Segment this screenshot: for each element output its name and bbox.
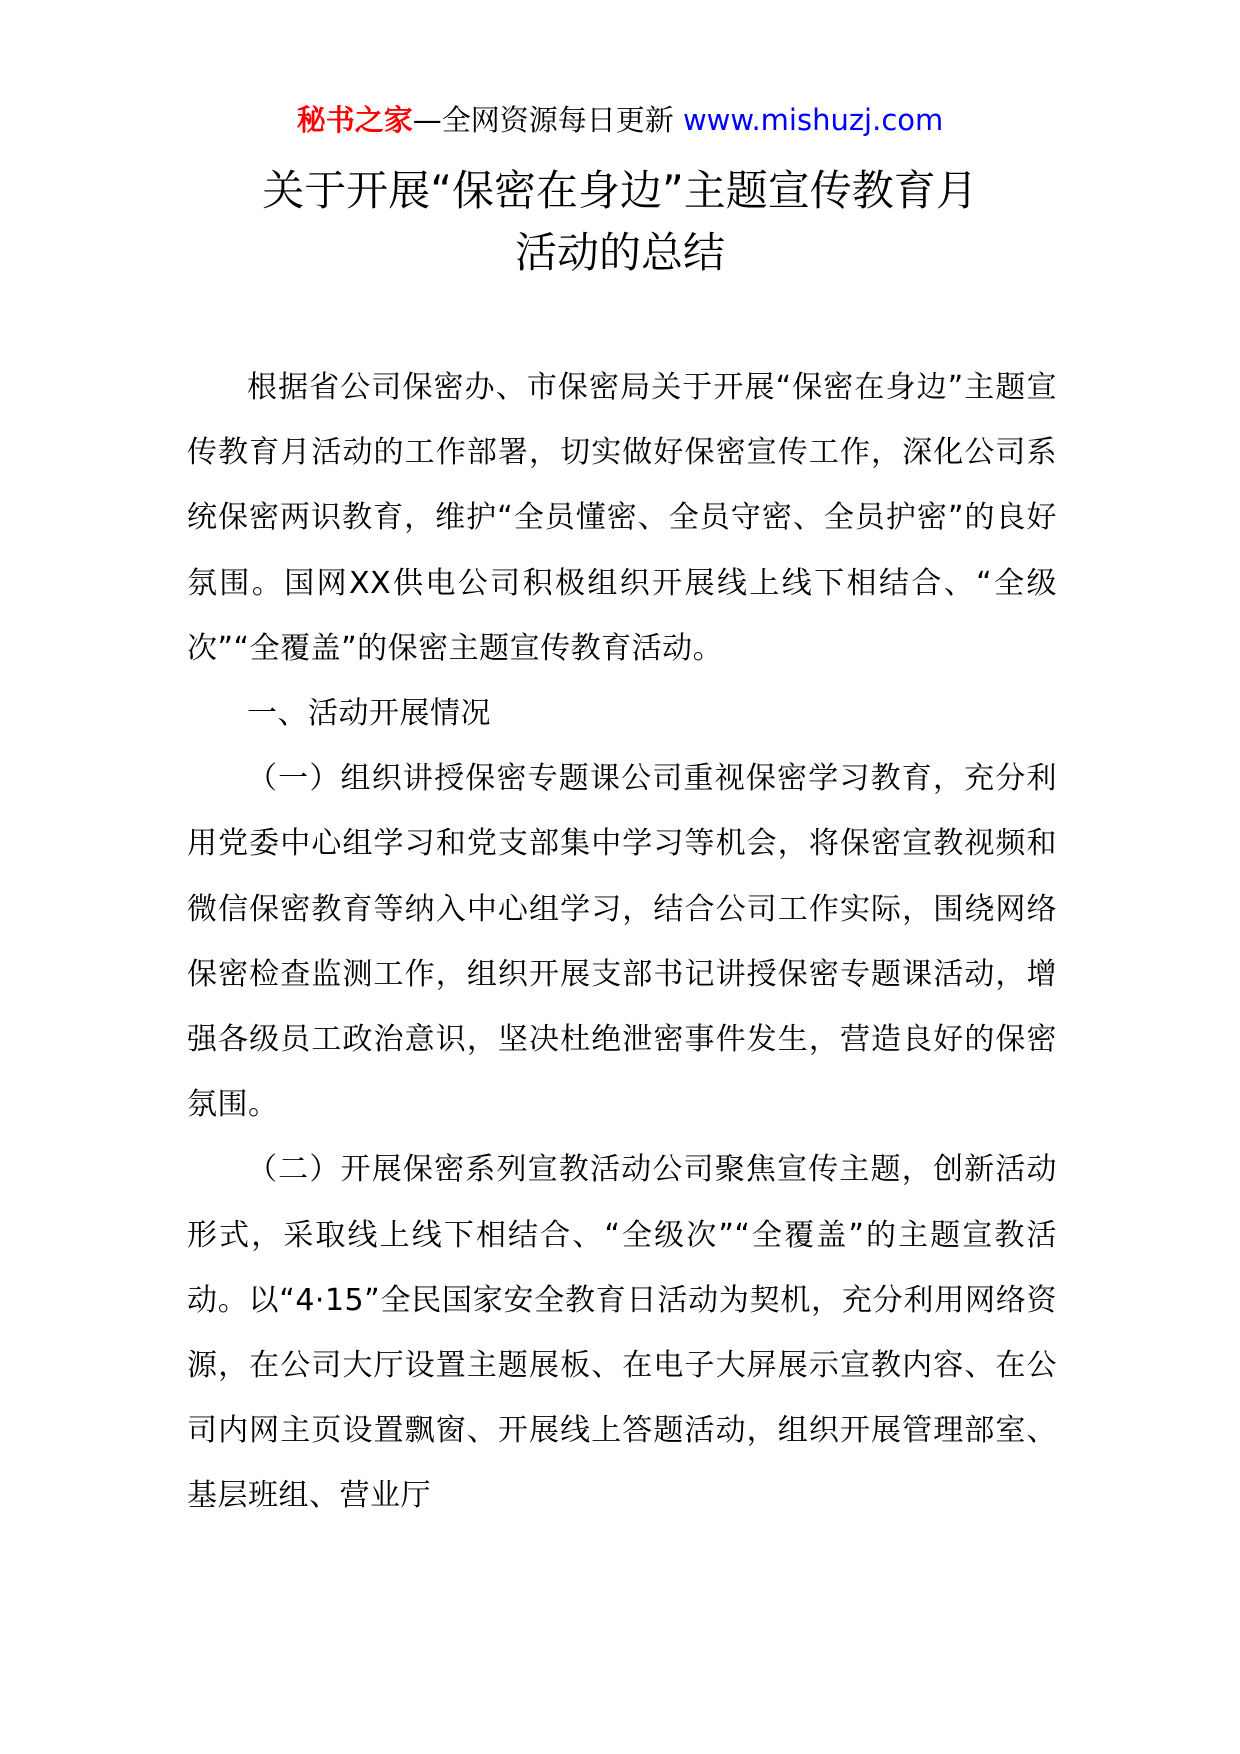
paragraph-intro: 根据省公司保密办、市保密局关于开展“保密在身边”主题宣传教育月活动的工作部署，切实做好保密宣传工作，深化公司系统保密两识教育，维护“全员懂密、全员守密、全员护密”的良好氛围。国网XX供电公司积极组织开展线上线下相结合、“全级次”“全覆盖”的保密主题宣传教育活动。 (187, 370, 1057, 666)
brand-name: 秘书之家 (296, 103, 413, 137)
title-line-2: 活动的总结 (514, 228, 725, 277)
document-body (187, 355, 1057, 1529)
site-url-link[interactable]: www.mishuzj.com (682, 103, 944, 137)
paragraph-subsection-2: （二）开展保密系列宣教活动公司聚焦宣传主题，创新活动形式，采取线上线下相结合、“全级次”“全覆盖”的主题宣教活动。以“4·15”全民国家安全教育日活动为契机，充分利用网络资源，在公司大厅设置主题展板、在电子大屏展示宣教内容、在公司内网主页设置飘窗、开展线上答题活动，组织开展管理部室、基层班组、营业厅 (187, 1152, 1057, 1514)
title-line-1: 关于开展“保密在身边”主题宣传教育月 (262, 166, 978, 215)
site-header (0, 100, 1240, 140)
section-heading: 一、活动开展情况 (247, 696, 491, 732)
paragraph-subsection-1: （一）组织讲授保密专题课公司重视保密学习教育，充分利用党委中心组学习和党支部集中学习等机会，将保密宣教视频和微信保密教育等纳入中心组学习，结合公司工作实际，围绕网络保密检查监测工作，组织开展支部书记讲授保密专题课活动，增强各级员工政治意识，坚决杜绝泄密事件发生，营造良好的保密氛围。 (187, 761, 1057, 1123)
header-tagline: —全网资源每日更新 (412, 103, 674, 137)
document-title (150, 160, 1090, 284)
